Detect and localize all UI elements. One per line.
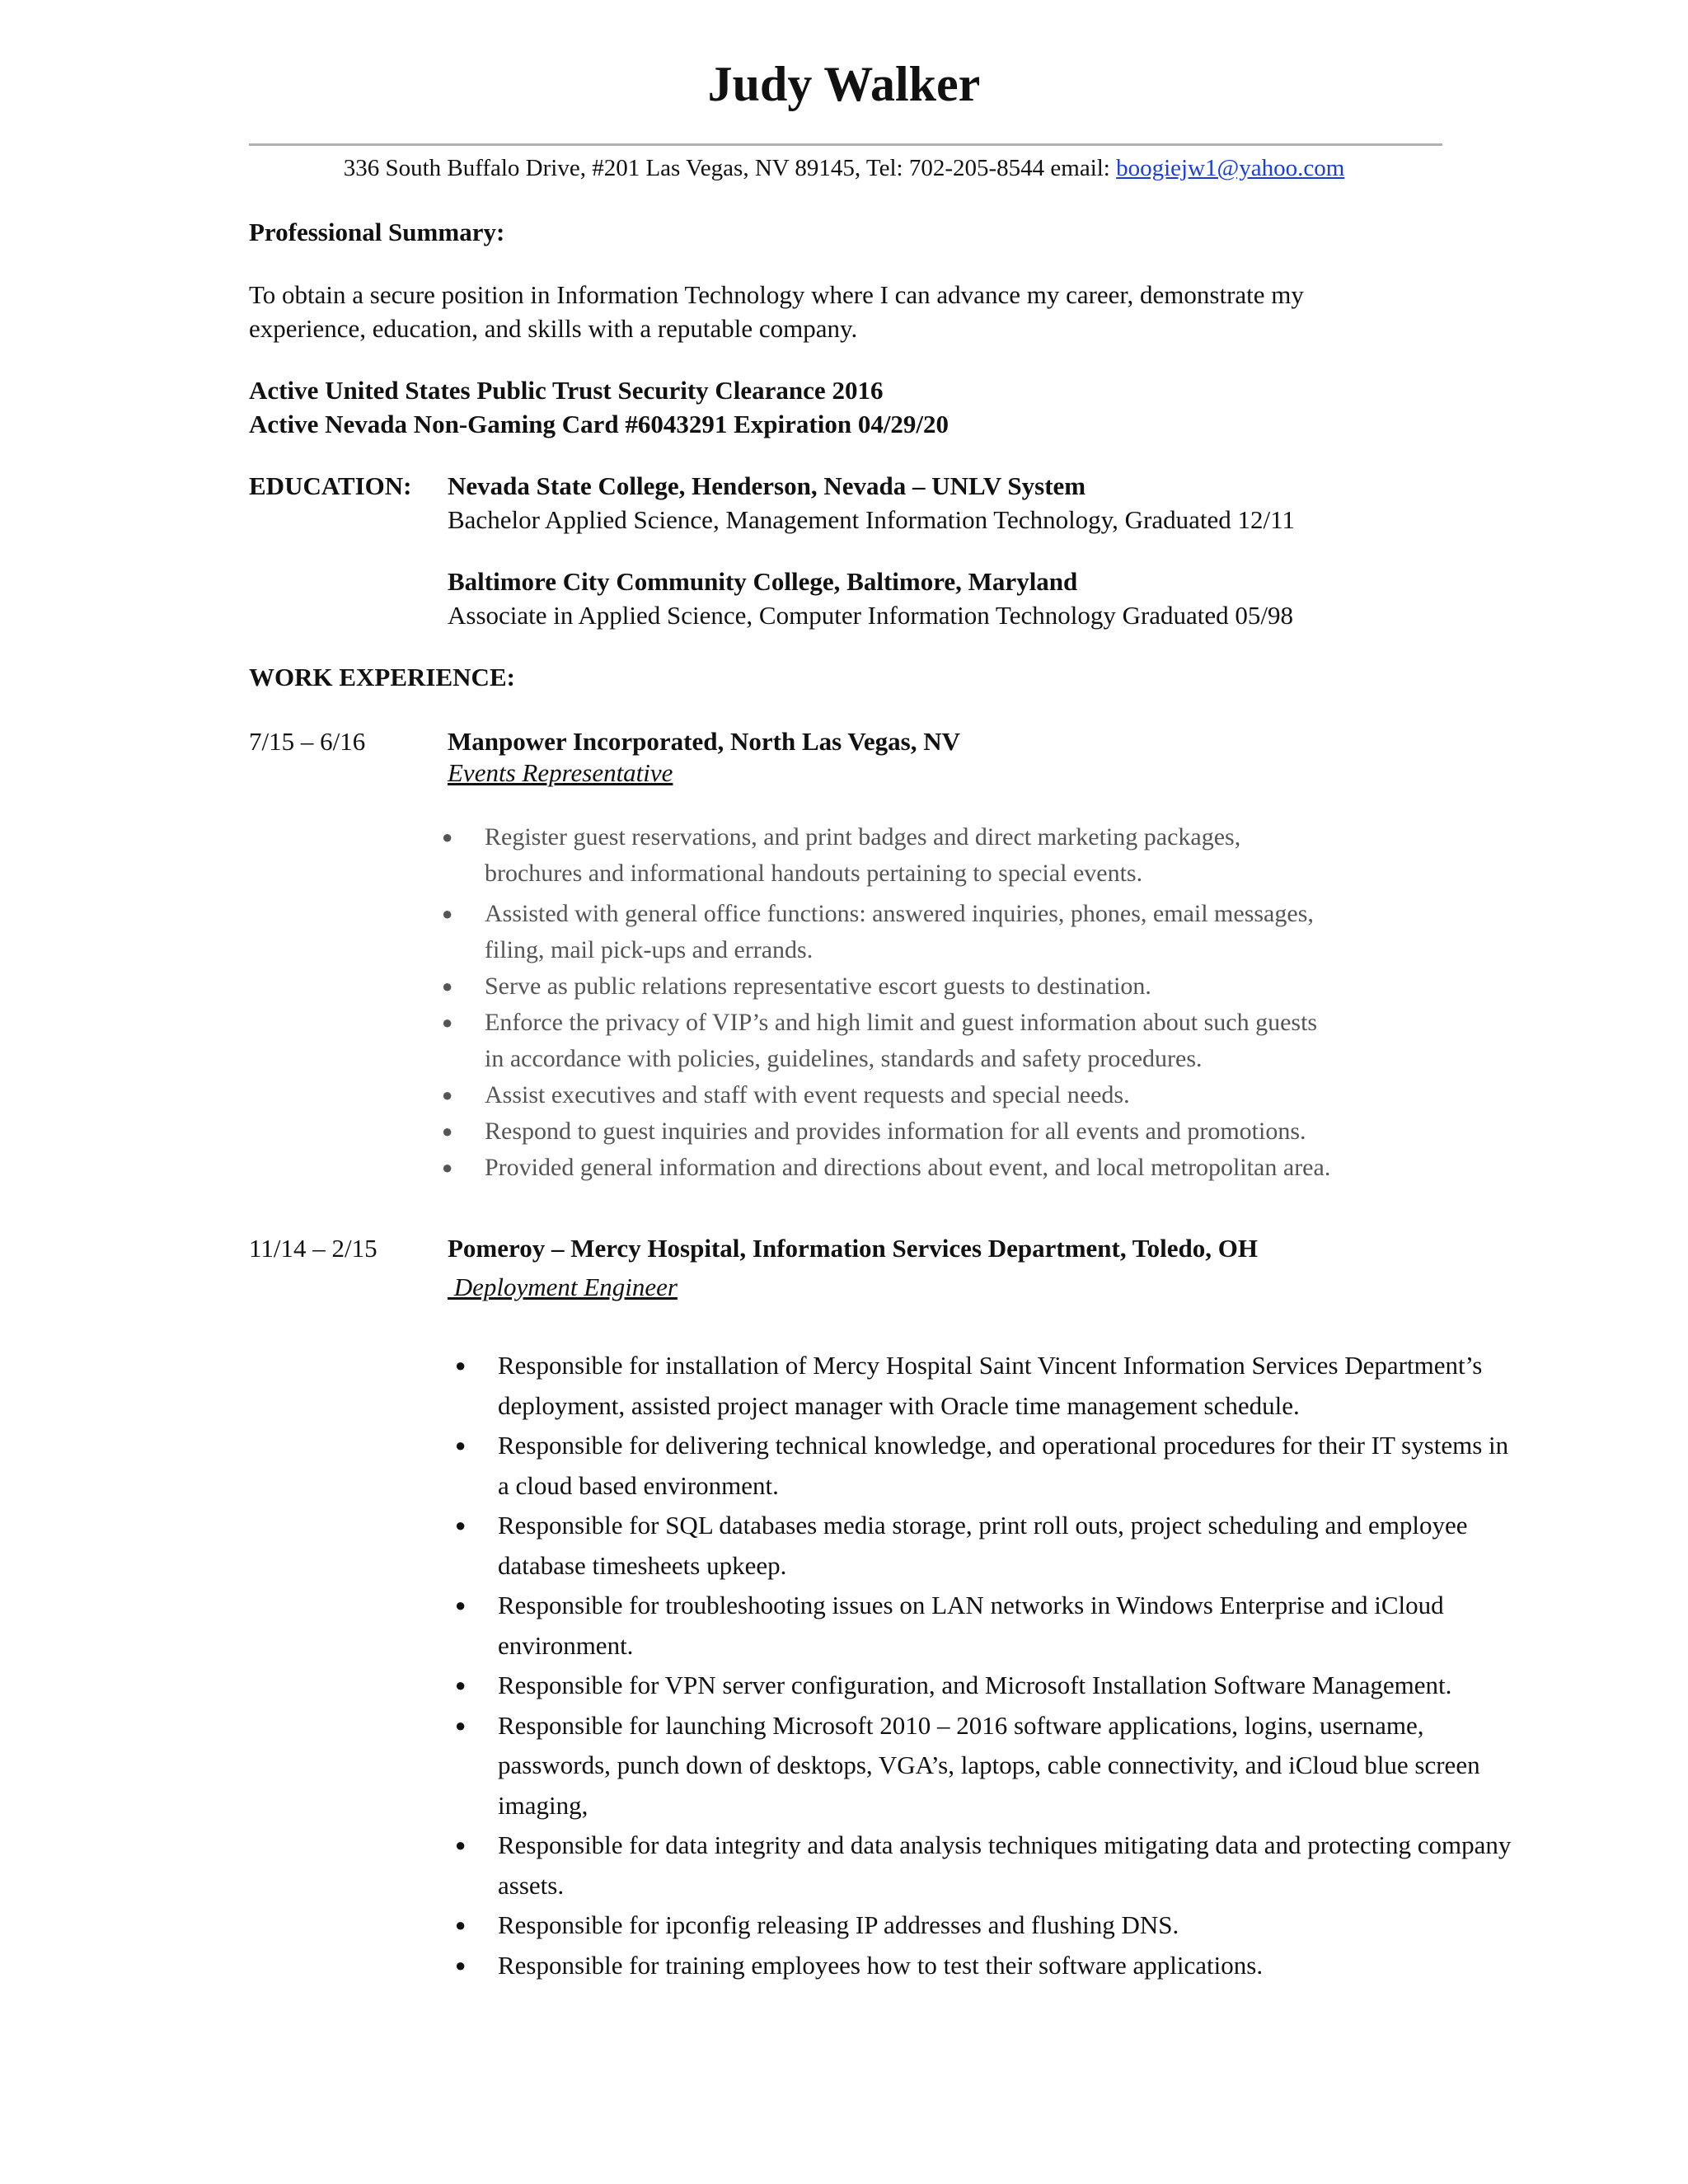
bullet-dot-icon: ● — [442, 827, 453, 847]
bullet-dot-icon: ● — [442, 1157, 453, 1178]
bullet-dot-icon: ● — [442, 976, 453, 996]
bullet-text: Responsible for installation of Mercy Hospital Saint Vincent Information Services Department’s — [498, 1351, 1483, 1380]
education-heading: EDUCATION: — [249, 471, 412, 500]
job-title: Deployment Engineer — [448, 1272, 678, 1301]
list-item — [455, 1905, 1511, 1946]
list-item — [442, 819, 1330, 892]
list-item — [455, 1426, 1511, 1506]
school-degree: Bachelor Applied Science, Management Information Technology, Graduated 12/11 — [448, 505, 1295, 534]
bullet-text: brochures and informational handouts pertaining to special events. — [485, 860, 1143, 887]
bullet-text: Responsible for training employees how to test their software applications. — [498, 1950, 1264, 1980]
summary-heading: Professional Summary: — [249, 218, 505, 246]
summary-line: experience, education, and skills with a reputable company. — [249, 314, 858, 343]
bullet-text: Enforce the privacy of VIP’s and high limit and guest information about such guests — [485, 1009, 1318, 1036]
list-item — [455, 1825, 1512, 1905]
bullet-dot-icon: ● — [455, 1714, 467, 1736]
bullet-text: Responsible for delivering technical knowledge, and operational procedures for their IT systems in — [498, 1431, 1509, 1460]
clearance-line: Active Nevada Non-Gaming Card #6043291 Expiration 04/29/20 — [249, 410, 950, 438]
bullet-text: Serve as public relations representative escort guests to destination. — [485, 972, 1151, 1000]
bullet-dot-icon: ● — [442, 1121, 453, 1141]
work-heading: WORK EXPERIENCE: — [249, 663, 515, 691]
email-link[interactable]: boogiejw1@yahoo.com — [1116, 155, 1345, 181]
job-dates: 7/15 – 6/16 — [249, 727, 366, 756]
bullet-text: Assist executives and staff with event requests and special needs. — [485, 1081, 1130, 1108]
bullet-dot-icon: ● — [455, 1435, 467, 1455]
list-item — [455, 1586, 1511, 1666]
bullet-text: passwords, punch down of desktops, VGA’s, laptops, cable connectivity, and iCloud blue screen — [498, 1750, 1480, 1779]
list-item — [442, 896, 1330, 968]
list-item — [442, 1005, 1330, 1077]
list-item — [442, 1077, 1330, 1113]
bullet-text: Responsible for data integrity and data analysis techniques mitigating data and protecting company — [498, 1830, 1512, 1859]
school-degree: Associate in Applied Science, Computer Information Technology Graduated 05/98 — [448, 601, 1294, 630]
bullet-dot-icon: ● — [455, 1355, 467, 1376]
bullet-dot-icon: ● — [455, 1954, 467, 1975]
list-item — [442, 1113, 1330, 1150]
contact-line — [0, 155, 1688, 182]
bullet-dot-icon: ● — [455, 1915, 467, 1935]
header-divider — [249, 143, 1442, 146]
bullet-text: Register guest reservations, and print badges and direct marketing packages, — [485, 823, 1241, 851]
school-name: Nevada State College, Henderson, Nevada – UNLV System — [448, 471, 1086, 500]
bullet-text: in accordance with policies, guidelines, standards and safety procedures. — [485, 1045, 1203, 1072]
job-bullet-list — [455, 1346, 1512, 1985]
job-dates: 11/14 – 2/15 — [249, 1234, 377, 1263]
bullet-text: Responsible for ipconfig releasing IP addresses and flushing DNS. — [498, 1910, 1179, 1939]
bullet-dot-icon: ● — [455, 1595, 467, 1615]
list-item — [455, 1506, 1511, 1586]
bullet-text: imaging, — [498, 1790, 588, 1820]
bullet-dot-icon: ● — [442, 1012, 453, 1033]
bullet-text: Responsible for SQL databases media storage, print roll outs, project scheduling and employee — [498, 1511, 1468, 1540]
bullet-dot-icon: ● — [455, 1675, 467, 1695]
school-name: Baltimore City Community College, Baltimore, Maryland — [448, 567, 1078, 596]
list-item — [455, 1666, 1511, 1706]
list-item — [455, 1346, 1511, 1426]
contact-text: 336 South Buffalo Drive, #201 Las Vegas, NV 89145, Tel: 702-205-8544 email: — [343, 155, 1117, 181]
bullet-text: database timesheets upkeep. — [498, 1550, 787, 1580]
bullet-text: filing, mail pick-ups and errands. — [485, 936, 814, 963]
job-employer: Pomeroy – Mercy Hospital, Information Services Department, Toledo, OH — [448, 1234, 1258, 1263]
bullet-text: deployment, assisted project manager with Oracle time management schedule. — [498, 1390, 1300, 1420]
bullet-text: Provided general information and directions about event, and local metropolitan area. — [485, 1154, 1331, 1181]
list-item — [455, 1706, 1511, 1826]
bullet-text: Responsible for VPN server configuration, and Microsoft Installation Software Management. — [498, 1671, 1452, 1699]
bullet-text: a cloud based environment. — [498, 1470, 779, 1500]
bullet-text: Respond to guest inquiries and provides information for all events and promotions. — [485, 1118, 1306, 1145]
resume-name: Judy Walker — [707, 57, 981, 111]
bullet-dot-icon: ● — [442, 1085, 453, 1105]
bullet-text: Responsible for launching Microsoft 2010 – 2016 software applications, logins, username, — [498, 1710, 1424, 1740]
list-item — [442, 1150, 1331, 1186]
job-employer: Manpower Incorporated, North Las Vegas, NV — [448, 727, 961, 756]
list-item — [455, 1946, 1511, 1986]
job-bullet-list — [442, 819, 1331, 1186]
bullet-text: Assisted with general office functions: answered inquiries, phones, email messages, — [485, 900, 1314, 927]
clearance-line: Active United States Public Trust Security Clearance 2016 — [249, 376, 884, 405]
bullet-text: Responsible for troubleshooting issues on LAN networks in Windows Enterprise and iCloud — [498, 1591, 1444, 1619]
bullet-text: environment. — [498, 1630, 634, 1660]
bullet-dot-icon: ● — [455, 1515, 467, 1535]
bullet-dot-icon: ● — [442, 903, 453, 924]
bullet-text: assets. — [498, 1870, 565, 1900]
list-item — [442, 968, 1330, 1005]
bullet-dot-icon: ● — [455, 1835, 467, 1855]
summary-line: To obtain a secure position in Information Technology where I can advance my career, demonstrate my — [249, 280, 1304, 309]
job-title: Events Representative — [448, 758, 673, 787]
